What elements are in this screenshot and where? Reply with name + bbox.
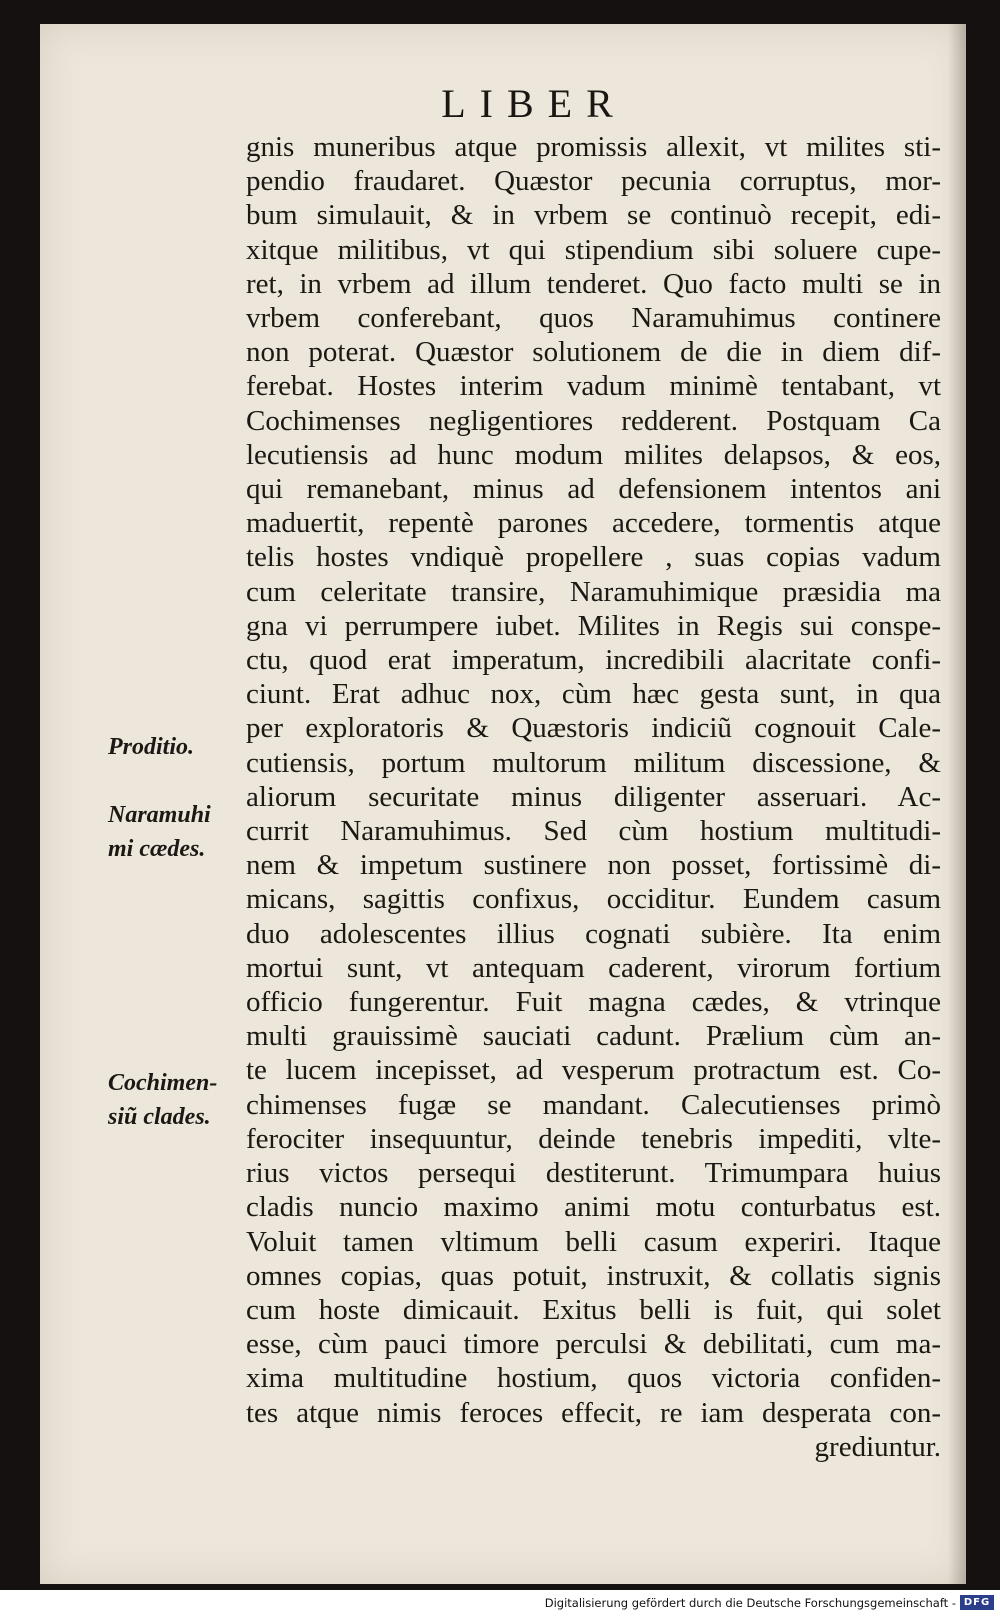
- text-line: grediuntur.: [814, 1430, 941, 1463]
- text-line: Voluit tamen vltimum belli casum experiri. Itaque: [246, 1225, 941, 1258]
- marginal-note-line: mi cædes.: [108, 836, 206, 862]
- text-line: ciunt. Erat adhuc nox, cùm hæc gesta sunt, in qua: [246, 678, 941, 711]
- text-line: nem & impetum sustinere non posset, fortissimè di-: [246, 849, 941, 882]
- text-line: micans, sagittis confixus, occiditur. Eundem casum: [246, 883, 941, 916]
- text-line: omnes copias, quas potuit, instruxit, & collatis signis: [246, 1259, 941, 1292]
- marginal-note-line: siũ clades.: [108, 1104, 211, 1130]
- text-line: pendio fraudaret. Quæstor pecunia corruptus, mor-: [246, 165, 941, 198]
- marginal-note-cochimensium-clades: [108, 1066, 238, 1134]
- marginal-note-naramuhimi-caedes: [108, 798, 238, 866]
- text-line: Cochimenses negligentiores redderent. Postquam Ca: [246, 404, 941, 437]
- marginal-note-proditio: [108, 730, 238, 764]
- text-line: gnis muneribus atque promissis allexit, vt milites sti-: [246, 131, 941, 163]
- text-line: te lucem incepisset, ad vesperum protractum est. Co-: [246, 1054, 941, 1087]
- page-edge-shadow: [948, 24, 966, 1584]
- text-line: xitque militibus, vt qui stipendium sibi soluere cupe-: [246, 233, 941, 266]
- text-line: maduertit, repentè parones accedere, tormentis atque: [246, 507, 941, 540]
- footer-bar: [0, 1590, 1000, 1621]
- running-head: LIBER: [441, 81, 627, 126]
- text-line: lecutiensis ad hunc modum milites delapsos, & eos,: [246, 438, 941, 471]
- text-line: esse, cùm pauci timore perculsi & debilitati, cum ma-: [246, 1328, 941, 1361]
- book-page: [40, 24, 966, 1584]
- text-line: cutiensis, portum multorum militum discessione, &: [246, 746, 941, 779]
- text-line: cum hoste dimicauit. Exitus belli is fuit, qui solet: [246, 1293, 941, 1326]
- marginal-note-line: Naramuhi: [108, 802, 211, 828]
- text-line: gna vi perrumpere iubet. Milites in Regis sui conspe-: [246, 609, 941, 642]
- text-line: ret, in vrbem ad illum tenderet. Quo facto multi se in: [246, 267, 941, 300]
- text-line: non poterat. Quæstor solutionem de die in diem dif-: [246, 336, 941, 369]
- text-line: per exploratoris & Quæstoris indiciũ cognouit Cale-: [246, 712, 941, 745]
- text-line: qui remanebant, minus ad defensionem intentos ani: [246, 473, 941, 506]
- text-line: xima multitudine hostium, quos victoria confiden-: [246, 1362, 941, 1395]
- text-line: chimenses fugæ se mandant. Calecutienses primò: [246, 1088, 941, 1121]
- body-text: [246, 130, 941, 1464]
- text-line: telis hostes vndiquè propellere , suas copias vadum: [246, 541, 941, 574]
- text-line: duo adolescentes illius cognati subière. Ita enim: [246, 917, 941, 950]
- text-line: vrbem conferebant, quos Naramuhimus continere: [246, 302, 941, 335]
- text-line: bum simulauit, & in vrbem se continuò recepit, edi-: [246, 199, 941, 232]
- marginal-note-line: Cochimen-: [108, 1070, 218, 1096]
- text-line: cladis nuncio maximo animi motu conturbatus est.: [246, 1191, 941, 1224]
- dfg-logo: DFG: [960, 1595, 994, 1610]
- text-line: cum celeritate transire, Naramuhimique præsidia ma: [246, 575, 941, 608]
- text-line: currit Naramuhimus. Sed cùm hostium multitudi-: [246, 815, 941, 848]
- text-line: aliorum securitate minus diligenter asseruari. Ac-: [246, 780, 941, 813]
- text-line: ferociter insequuntur, deinde tenebris impediti, vlte-: [246, 1122, 941, 1155]
- text-line: multi grauissimè sauciati cadunt. Prælium cùm an-: [246, 1020, 941, 1053]
- marginal-note-line: Proditio.: [108, 734, 195, 760]
- text-line: officio fungerentur. Fuit magna cædes, & vtrinque: [246, 986, 941, 1019]
- text-line: ctu, quod erat imperatum, incredibili alacritate confi-: [246, 644, 941, 677]
- text-line: mortui sunt, vt antequam caderent, virorum fortium: [246, 951, 941, 984]
- text-line: rius victos persequi destiterunt. Trimumpara huius: [246, 1157, 941, 1190]
- text-line: ferebat. Hostes interim vadum minimè tentabant, vt: [246, 370, 941, 403]
- funding-credit: Digitalisierung gefördert durch die Deutsche Forschungsgemeinschaft -: [544, 1596, 956, 1610]
- text-line: tes atque nimis feroces effecit, re iam desperata con-: [246, 1396, 941, 1429]
